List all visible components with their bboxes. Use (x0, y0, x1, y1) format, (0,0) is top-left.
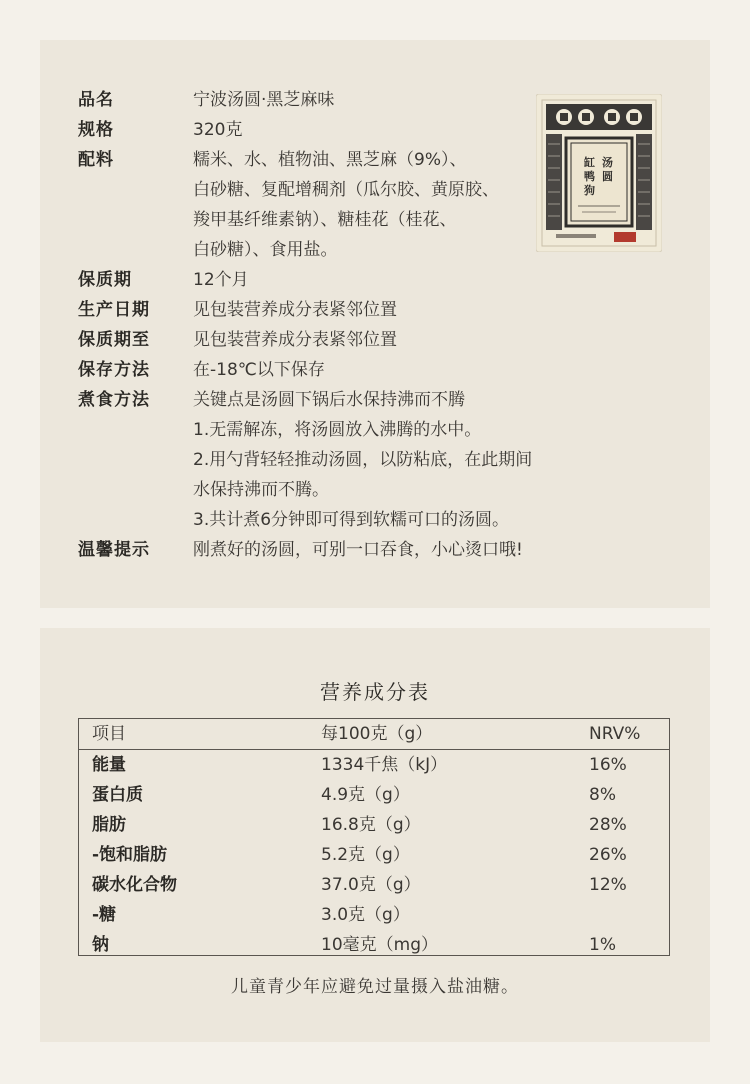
info-value-line: 水保持沸而不腾。 (193, 480, 329, 500)
info-value-line: 在-18℃以下保存 (193, 360, 325, 380)
row-nrv: 16% (589, 755, 627, 775)
info-value-line: 见包装营养成分表紧邻位置 (193, 300, 397, 320)
row-per-100g: 10毫克（mg） (321, 935, 438, 955)
row-per-100g: 16.8克（g） (321, 815, 421, 835)
info-label: 保存方法 (78, 360, 150, 380)
product-info-card (40, 40, 710, 608)
info-value (193, 265, 249, 295)
nutrition-card (40, 628, 710, 1042)
info-value (193, 85, 334, 115)
svg-text:汤: 汤 (602, 156, 613, 169)
row-nrv: 12% (589, 875, 627, 895)
info-value-line: 刚煮好的汤圆，可别一口吞食，小心烫口哦! (193, 540, 523, 560)
row-per-100g: 4.9克（g） (321, 785, 410, 805)
nutrition-table (78, 718, 670, 956)
info-value-line: 3.共计煮6分钟即可得到软糯可口的汤圆。 (193, 510, 510, 530)
row-item: -饱和脂肪 (92, 845, 168, 865)
info-value (193, 355, 325, 385)
info-value-line: 白砂糖）、食用盐。 (193, 240, 338, 260)
info-label: 温馨提示 (78, 540, 150, 560)
row-item: 钠 (92, 935, 109, 955)
info-value-line: 见包装营养成分表紧邻位置 (193, 330, 397, 350)
info-label: 保质期 (78, 270, 132, 290)
row-per-100g: 37.0克（g） (321, 875, 421, 895)
table-row (79, 870, 669, 900)
info-label: 配料 (78, 150, 114, 170)
svg-text:鸭: 鸭 (584, 170, 595, 183)
table-row (79, 750, 669, 780)
info-value (193, 325, 397, 355)
row-per-100g: 5.2克（g） (321, 845, 410, 865)
info-value-line: 宁波汤圆·黑芝麻味 (193, 90, 335, 110)
nutrition-title: 营养成分表 (320, 680, 430, 704)
info-value-line: 12个月 (193, 270, 249, 290)
table-row (79, 780, 669, 810)
header-item: 项目 (92, 724, 126, 744)
row-nrv: 28% (589, 815, 627, 835)
info-label: 保质期至 (78, 330, 150, 350)
info-value (193, 385, 532, 535)
info-value-line: 糯米、水、植物油、黑芝麻（9%）、 (193, 150, 467, 170)
info-value-line: 1.无需解冻，将汤圆放入沸腾的水中。 (193, 420, 482, 440)
row-item: 蛋白质 (92, 785, 143, 805)
row-item: 能量 (92, 755, 126, 775)
info-label: 品名 (78, 90, 114, 110)
info-label: 生产日期 (78, 300, 150, 320)
info-value-line: 羧甲基纤维素钠）、糖桂花（桂花、 (193, 210, 457, 230)
info-value (193, 115, 242, 145)
info-value-line: 白砂糖、复配增稠剂（瓜尔胶、黄原胶、 (193, 180, 499, 200)
row-item: -糖 (92, 905, 117, 925)
header-per-100g: 每100克（g） (321, 724, 433, 744)
info-value (193, 295, 397, 325)
table-row (79, 840, 669, 870)
info-label: 规格 (78, 120, 114, 140)
table-row (79, 810, 669, 840)
row-per-100g: 1334千焦（kJ） (321, 755, 448, 775)
info-value-line: 320克 (193, 120, 243, 140)
row-item: 碳水化合物 (92, 875, 177, 895)
row-nrv: 1% (589, 935, 616, 955)
svg-text:圆: 圆 (602, 170, 613, 183)
product-package-image (536, 94, 662, 252)
info-value (193, 145, 499, 265)
info-label: 煮食方法 (78, 390, 150, 410)
header-nrv: NRV% (589, 724, 641, 744)
info-value-line: 2.用勺背轻轻推动汤圆，以防粘底，在此期间 (193, 450, 533, 470)
row-nrv: 26% (589, 845, 627, 865)
svg-text:缸: 缸 (584, 156, 595, 169)
row-nrv: 8% (589, 785, 616, 805)
nutrition-table-header (79, 719, 669, 750)
row-item: 脂肪 (92, 815, 126, 835)
table-row (79, 900, 669, 930)
table-row (79, 930, 669, 960)
nutrition-footnote: 儿童青少年应避免过量摄入盐油糖。 (231, 977, 519, 997)
row-per-100g: 3.0克（g） (321, 905, 410, 925)
svg-text:狗: 狗 (584, 184, 595, 197)
info-value (193, 535, 523, 565)
info-value-line: 关键点是汤圆下锅后水保持沸而不腾 (193, 390, 465, 410)
